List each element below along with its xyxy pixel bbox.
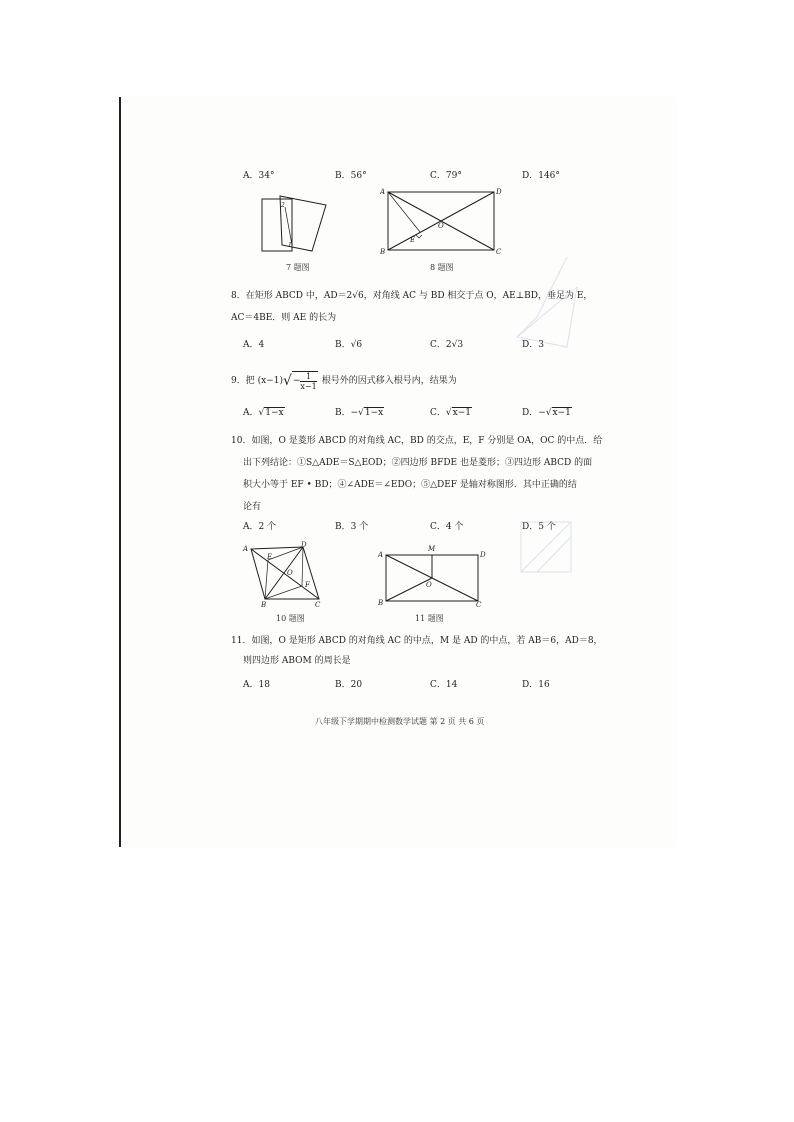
q10-label-c: C [315, 601, 321, 607]
q10-option-d: D．5 个 [522, 522, 556, 532]
q9-prefix: 9．把 (x−1) [231, 376, 283, 386]
q8-label-d: D [496, 188, 502, 196]
q9-denominator: x−1 [300, 382, 317, 391]
q8-label-b: B [380, 248, 386, 256]
q11-caption: 11 题图 [415, 614, 444, 623]
q10-label-f: F [305, 581, 310, 589]
q11-option-a: A．18 [243, 680, 270, 690]
q9-option-d: D．−√x−1 [522, 408, 571, 418]
q11-label-m: M [428, 545, 436, 553]
q11-figure [378, 543, 488, 607]
q8-option-c: C．2√3 [430, 340, 464, 350]
bleed-through-figure-bottom [507, 512, 587, 592]
q9-numerator: 1 [300, 372, 316, 382]
q11-label-d: D [480, 551, 486, 559]
q10-option-c: C．4 个 [430, 522, 464, 532]
q8-caption: 8 题图 [430, 263, 454, 272]
q7-caption: 7 题图 [286, 263, 310, 272]
q11-label-c: C [476, 601, 482, 607]
q10-text-line4: 论有 [243, 502, 262, 512]
q10-text-line1: 10．如图，O 是菱形 ABCD 的对角线 AC，BD 的交点，E，F 分别是 OA，OC 的中点．给 [231, 436, 603, 446]
q8-label-o: O [438, 222, 444, 230]
q10-label-o: O [287, 569, 293, 577]
svg-text:2: 2 [281, 202, 285, 209]
q10-text-line3: 积大小等于 EF • BD；④∠ADE＝∠EDO；⑤△DEF 是轴对称图形．其中正确的结 [243, 480, 577, 490]
q11-option-c: C．14 [430, 680, 458, 690]
q11-label-o: O [426, 581, 432, 589]
q8-label-a: A [380, 188, 386, 196]
q9-text: 9．把 (x−1) √ − $\frac{1}{x-1}$ 根号外的因式移入根号内，结果为 [231, 372, 457, 391]
q10-label-b: B [261, 601, 267, 607]
q7-option-d: D．146° [522, 171, 560, 181]
bleed-through-figure-top [507, 247, 587, 357]
q8-option-d: D．3 [522, 340, 544, 350]
q11-option-b: B．20 [335, 680, 363, 690]
q7-option-b: B．56° [335, 171, 367, 181]
q10-option-a: A．2 个 [243, 522, 277, 532]
q9-option-b: B．−√1−x [335, 408, 384, 418]
q10-caption: 10 题图 [276, 614, 305, 623]
q7-figure [258, 193, 330, 255]
q9-option-a: A．√1−x [243, 408, 284, 418]
q7-option-c: C．79° [430, 171, 462, 181]
q11-text-line1: 11．如图，O 是矩形 ABCD 的对角线 AC 的中点，M 是 AD 的中点，若 AB＝6，AD＝8， [231, 636, 603, 646]
q9-suffix: 根号外的因式移入根号内，结果为 [321, 376, 457, 386]
q10-label-d: D [301, 541, 307, 549]
q8-label-c: C [496, 248, 502, 256]
q11-label-b: B [378, 599, 384, 607]
q8-figure [380, 186, 504, 256]
q10-label-a: A [243, 545, 249, 553]
svg-text:1: 1 [288, 242, 292, 249]
q8-option-b: B．√6 [335, 340, 363, 350]
q10-label-e: E [267, 553, 273, 561]
q7-option-a: A．34° [243, 171, 275, 181]
q10-figure [241, 541, 327, 607]
q10-text-line2: 出下列结论：①S△ADE＝S△EOD；②四边形 BFDE 也是菱形；③四边形 ABCD 的面 [243, 458, 593, 468]
q8-label-e: E [410, 236, 416, 244]
q11-label-a: A [378, 551, 384, 559]
q10-option-b: B．3 个 [335, 522, 369, 532]
q11-text-line2: 则四边形 ABOM 的周长是 [243, 656, 351, 666]
q11-option-d: D．16 [522, 680, 550, 690]
q8-text-line1: 8．在矩形 ABCD 中，AD＝2√6，对角线 AC 与 BD 相交于点 O，AE⊥BD，垂足为 E， [231, 291, 593, 301]
q8-option-a: A．4 [243, 340, 265, 350]
page-footer: 八年级下学期期中检测数学试题 第 2 页 共 6 页 [315, 717, 485, 726]
q9-option-c: C．√x−1 [430, 408, 471, 418]
scanned-page [119, 97, 677, 847]
q8-text-line2: AC＝4BE．则 AE 的长为 [231, 313, 337, 323]
